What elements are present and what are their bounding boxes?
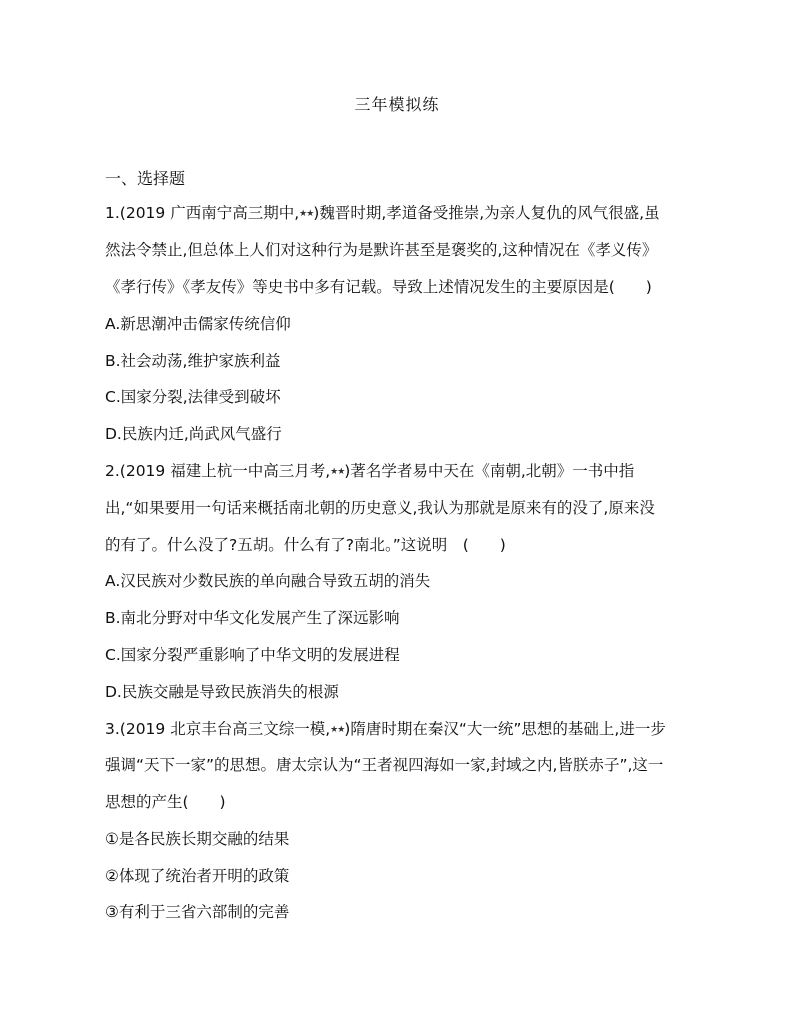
question-2-source: 2.(2019 福建上杭一中高三月考, bbox=[105, 462, 331, 480]
question-1-option-d: D.民族内迁,尚武风气盛行 bbox=[105, 425, 282, 443]
question-2-option-b: B.南北分野对中华文化发展产生了深远影响 bbox=[105, 609, 400, 627]
question-1-line-2: 然法令禁止,但总体上人们对这种行为是默许甚至是褒奖的,这种情况在《孝义传》 bbox=[105, 241, 658, 259]
question-1-stem-start: )魏晋时期,孝道备受推崇,为亲人复仇的风气很盛,虽 bbox=[313, 204, 660, 222]
question-2-line-3: 的有了。什么没了?五胡。什么有了?南北。”这说明 ( ) bbox=[105, 536, 506, 554]
question-3-stem-start: )隋唐时期在秦汉“大一统”思想的基础上,进一步 bbox=[344, 720, 666, 738]
question-2-line-1 bbox=[105, 460, 634, 483]
question-3-line-2: 强调“天下一家”的思想。唐太宗认为“王者视四海如一家,封域之内,皆朕赤子”,这一 bbox=[105, 756, 664, 774]
question-3-line-3: 思想的产生( ) bbox=[105, 793, 226, 811]
page-title: 三年模拟练 bbox=[354, 95, 440, 114]
section-heading: 一、选择题 bbox=[105, 169, 186, 188]
difficulty-stars-icon: ★★ bbox=[330, 467, 345, 477]
question-3-item-2: ②体现了统治者开明的政策 bbox=[105, 867, 290, 885]
question-1-source: 1.(2019 广西南宁高三期中, bbox=[105, 204, 300, 222]
question-3-source: 3.(2019 北京丰台高三文综一模, bbox=[105, 720, 331, 738]
question-2-option-c: C.国家分裂严重影响了中华文明的发展进程 bbox=[105, 646, 400, 664]
question-2-option-a: A.汉民族对少数民族的单向融合导致五胡的消失 bbox=[105, 572, 431, 590]
question-1-option-a: A.新思潮冲击儒家传统信仰 bbox=[105, 315, 291, 333]
question-1-line-3: 《孝行传》《孝友传》等史书中多有记载。导致上述情况发生的主要原因是( ) bbox=[105, 278, 652, 296]
question-1-option-b: B.社会动荡,维护家族利益 bbox=[105, 352, 281, 370]
question-3-item-3: ③有利于三省六部制的完善 bbox=[105, 903, 290, 921]
question-1-line-1 bbox=[105, 202, 660, 225]
question-2-stem-start: )著名学者易中天在《南朝,北朝》一书中指 bbox=[344, 462, 635, 480]
question-3-line-1 bbox=[105, 718, 666, 741]
question-1-option-c: C.国家分裂,法律受到破坏 bbox=[105, 388, 281, 406]
difficulty-stars-icon: ★★ bbox=[299, 209, 314, 219]
difficulty-stars-icon: ★★ bbox=[330, 725, 345, 735]
question-3-item-1: ①是各民族长期交融的结果 bbox=[105, 830, 290, 848]
question-2-line-2: 出,“如果要用一句话来概括南北朝的历史意义,我认为那就是原来有的没了,原来没 bbox=[105, 499, 655, 517]
question-2-option-d: D.民族交融是导致民族消失的根源 bbox=[105, 683, 339, 701]
